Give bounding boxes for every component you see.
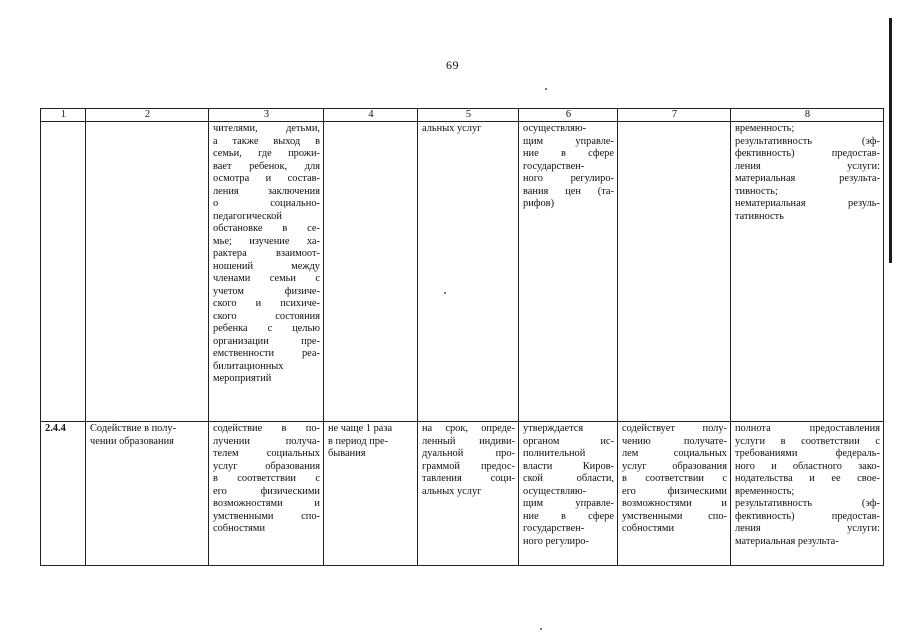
cell-term <box>418 422 519 566</box>
cell-text-line: альных услуг <box>422 123 482 134</box>
column-number: 6 <box>519 109 618 122</box>
cell-text-line: чению получате- <box>622 435 727 447</box>
cell-text-line: на срок, опреде- <box>422 423 515 434</box>
cell-service-content <box>209 122 324 422</box>
cell-text-line: фективность) предостав- <box>735 148 880 159</box>
table-row-continuation <box>41 122 884 422</box>
cell-text-line: результативность (эф- <box>735 135 880 147</box>
cell-text-line: альных услуг <box>422 485 482 497</box>
cell-text-line: ского состояния <box>213 310 320 322</box>
cell-text-line: результативность (эф- <box>735 498 880 509</box>
cell-cost <box>519 422 618 566</box>
cell-text-line: Содействие в полу- <box>90 423 177 434</box>
cell-text-line: требованиями федераль- <box>735 448 880 459</box>
cell-text-line: педагогической <box>213 210 282 222</box>
cell-text-line: ного и областного зако- <box>735 460 880 472</box>
cell-text-line: фективность) предостав- <box>735 510 880 522</box>
cell-text-line: органом ис- <box>523 435 614 447</box>
cell-code <box>41 122 86 422</box>
cell-service-name <box>86 122 209 422</box>
column-number: 7 <box>618 109 731 122</box>
cell-text-line: ленный индиви- <box>422 435 515 447</box>
cell-text-line: учетом физиче- <box>213 285 320 297</box>
cell-text-line: утверждается <box>523 423 584 434</box>
cell-text-line: лучении получа- <box>213 435 320 447</box>
cell-text-line: власти Киров- <box>523 460 614 472</box>
cell-text-line: ления заключения <box>213 185 320 197</box>
cell-text-line: осмотра и состав- <box>213 173 320 184</box>
column-number: 4 <box>324 109 418 122</box>
cell-text-line: умственными спо- <box>213 510 320 522</box>
cell-text-line: лем социальных <box>622 448 727 459</box>
cell-term <box>418 122 519 422</box>
cell-text-line: возможностями и <box>622 498 727 509</box>
cell-text-line: в период пре- <box>328 435 389 447</box>
services-table <box>40 108 884 566</box>
cell-text-line: в соответствии с <box>622 473 727 484</box>
cell-text-line: дуальной про- <box>422 448 515 459</box>
cell-text-line: ской области, <box>523 473 614 484</box>
cell-quality-indicators <box>731 422 884 566</box>
cell-text-line: ления услуги: <box>735 523 880 534</box>
cell-text-line: временность; <box>735 485 795 497</box>
scan-speck <box>545 88 547 90</box>
scan-speck <box>540 628 542 630</box>
cell-text-line: телем социальных <box>213 448 320 459</box>
cell-text-line: ного регулиро- <box>523 173 614 184</box>
cell-text-line: вает ребенок, для <box>213 160 320 172</box>
cell-text-line: возможностями и <box>213 498 320 509</box>
cell-text-line: ние в сфере <box>523 510 614 522</box>
cell-text-line: государствен- <box>523 523 585 534</box>
cell-text-line: в соответствии с <box>213 473 320 484</box>
cell-text-line: а также выход в <box>213 135 320 147</box>
column-number: 1 <box>41 109 86 122</box>
cell-text-line: содействует полу- <box>622 423 727 434</box>
cell-text-line: вания цен (та- <box>523 185 614 197</box>
cell-text-line: емственности реа- <box>213 348 320 359</box>
cell-text-line: ние в сфере <box>523 148 614 159</box>
cell-text-line: содействие в по- <box>213 423 320 434</box>
column-number-row <box>41 109 884 122</box>
cell-code: 2.4.4 <box>41 422 86 566</box>
cell-text-line: полнота предоставления <box>735 423 880 434</box>
cell-text-line: обстановке в се- <box>213 223 320 234</box>
cell-text-line: организации пре- <box>213 335 320 347</box>
cell-text-line: материальная результа- <box>735 173 880 184</box>
column-number: 2 <box>86 109 209 122</box>
cell-text-line: о социально- <box>213 198 320 209</box>
cell-text-line: членами семьи с <box>213 273 320 284</box>
cell-text-line: собностями <box>622 523 675 534</box>
cell-text-line: ского и психиче- <box>213 298 320 309</box>
cell-text-line: семьи, где прожи- <box>213 148 320 159</box>
cell-text-line: собностями <box>213 523 266 534</box>
cell-text-line: бывания <box>328 448 366 459</box>
cell-text-line: его физическими <box>213 485 320 497</box>
cell-conditions <box>618 422 731 566</box>
cell-text-line: государствен- <box>523 160 585 172</box>
column-number: 8 <box>731 109 884 122</box>
cell-text-line: тативность <box>735 210 784 222</box>
cell-text-line: чителями, детьми, <box>213 123 320 134</box>
cell-text-line: мероприятий <box>213 373 272 384</box>
cell-text-line: умственными спо- <box>622 510 727 522</box>
column-number: 5 <box>418 109 519 122</box>
cell-text-line: ного регулиро- <box>523 535 589 547</box>
cell-text-line: мье; изучение ха- <box>213 235 320 247</box>
cell-text-line: тивность; <box>735 185 778 197</box>
scan-edge-mark <box>889 18 892 263</box>
cell-text-line: ребенка с целью <box>213 323 320 334</box>
cell-cost <box>519 122 618 422</box>
cell-text-line: граммой предос- <box>422 460 515 472</box>
cell-text-line: его физическими <box>622 485 727 497</box>
cell-service-name <box>86 422 209 566</box>
cell-text-line: услуги в соответствии с <box>735 435 880 447</box>
cell-text-line: рифов) <box>523 198 555 209</box>
cell-text-line: услуг образования <box>622 460 727 472</box>
cell-frequency <box>324 422 418 566</box>
cell-text-line: не чаще 1 раза <box>328 423 393 434</box>
cell-quality-indicators <box>731 122 884 422</box>
cell-text-line: материальная результа- <box>735 535 839 547</box>
cell-text-line: щим управле- <box>523 135 614 147</box>
cell-text-line: рактера взаимоот- <box>213 248 320 259</box>
cell-text-line: чении образования <box>90 435 174 447</box>
cell-conditions <box>618 122 731 422</box>
cell-service-content <box>209 422 324 566</box>
cell-text-line: осуществляю- <box>523 485 587 497</box>
page-number: 69 <box>446 58 459 72</box>
column-number: 3 <box>209 109 324 122</box>
cell-text-line: осуществляю- <box>523 123 587 134</box>
cell-text-line: временность; <box>735 123 795 134</box>
cell-text-line: билитационных <box>213 360 284 372</box>
cell-text-line: полнительной <box>523 448 586 459</box>
cell-text-line: нематериальная резуль- <box>735 198 880 209</box>
cell-text-line: ления услуги: <box>735 160 880 172</box>
cell-text-line: услуг образования <box>213 460 320 472</box>
cell-text-line: тавления соци- <box>422 473 515 484</box>
table-row-2-4-4 <box>41 422 884 566</box>
cell-frequency <box>324 122 418 422</box>
cell-text-line: щим управле- <box>523 498 614 509</box>
cell-text-line: ношений между <box>213 260 320 272</box>
cell-text-line: нодательства и ее свое- <box>735 473 880 484</box>
